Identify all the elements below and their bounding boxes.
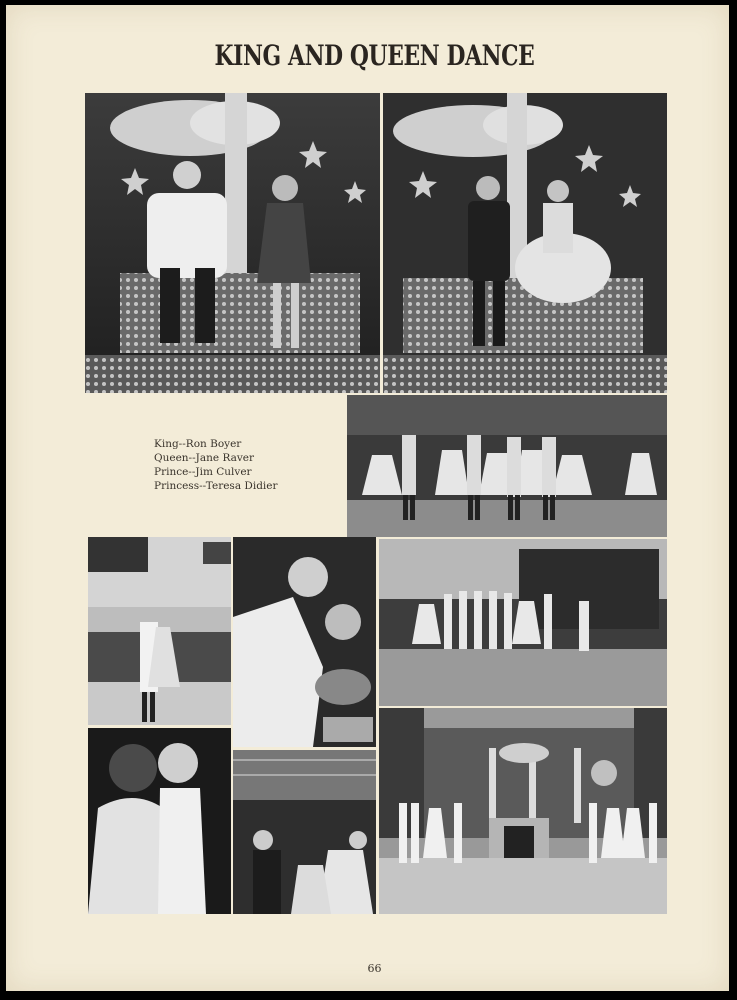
caption-prince: Prince--Jim Culver bbox=[154, 466, 252, 478]
caption-queen: Queen--Jane Raver bbox=[154, 452, 255, 464]
gym-dancing-photo bbox=[233, 750, 376, 914]
yearbook-page bbox=[6, 5, 729, 991]
page-title: KING AND QUEEN DANCE bbox=[214, 39, 535, 72]
gym-dancing-couple-photo bbox=[88, 537, 231, 725]
caption-princess: Princess--Teresa Didier bbox=[154, 480, 278, 492]
court-lineup-photo bbox=[347, 395, 667, 537]
royalty-caption bbox=[154, 437, 278, 493]
court-assembled-photo bbox=[379, 539, 667, 706]
king-queen-throne-photo bbox=[85, 93, 380, 393]
prince-princess-throne-photo bbox=[383, 93, 667, 393]
caption-king: King--Ron Boyer bbox=[154, 438, 242, 450]
punch-bowl-photo bbox=[233, 537, 376, 747]
stage-wide-photo bbox=[379, 708, 667, 914]
page-number: 66 bbox=[367, 962, 382, 975]
couple-portrait-photo bbox=[88, 728, 231, 914]
